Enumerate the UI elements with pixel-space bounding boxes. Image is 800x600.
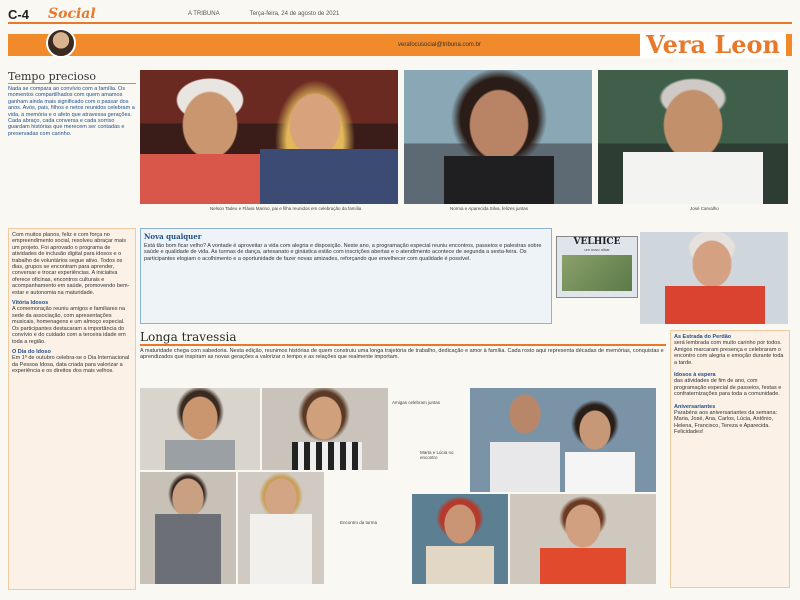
right-column-title-2: Idosos à espera bbox=[674, 372, 716, 379]
left-column-body: Com muitos planos, feliz e com força no empreendimento social, resolveu abraçar mais um projeto. Foi aprovado o programa de atividades de inclusão digital para idosos e o trabalho de voluntários segue ativo. Todos os dias, grupos se encontram para aprender, conversar e trocar experiências. A iniciativa oferece oficinas, encontros culturais e acompanhamento em saúde, promovendo bem-estar e autonomia na maturidade. bbox=[12, 232, 130, 296]
box-article-body: Está tão bom ficar velho? A vontade é aproveitar a vida com alegria e disposição. Neste ano, a programação especial reuniu encontros, passeios e palestras sobre saúde e qualidade de vida. As turmas de dança, artesanato e ginástica estão com inscrições abertas e o atendimento acontece de segunda a sexta-feira. Os participantes elogiam o acolhimento e a oportunidade de fazer novas amizades, reforçando que envelhecer com qualidade é possível. bbox=[144, 243, 542, 262]
longa-title: Longa travessia bbox=[140, 330, 666, 346]
photo-grid-7 bbox=[510, 494, 656, 584]
photo-elderly-woman-red bbox=[640, 232, 788, 324]
photo-father-daughter bbox=[140, 70, 398, 204]
issue-date: Terça-feira, 24 de agosto de 2021 bbox=[249, 11, 340, 17]
top-story-body: Nada se compara ao convívio com a família. Os momentos compartilhados com quem amamos ganham ainda mais significado com o passar dos anos. Avós, pais, filhos e netos reunidos celebram a vida, a memória e o afeto que atravessa gerações. Cada abraço, cada conversa e cada sorriso guardam histórias que merecem ser contadas e preservadas com carinho. bbox=[8, 86, 135, 137]
longa-body: A maturidade chega com sabedoria. Nesta edição, reunimos histórias de quem construiu uma longa trajetória de trabalho, dedicação e amor à família. Cada rosto aqui representa décadas de memórias, conquistas e aprendizados que inspiram as novas gerações a valorizar o tempo e as relações que realmente importam. bbox=[140, 348, 664, 361]
box-article bbox=[140, 228, 552, 324]
right-column-title-1: As Estrada do Perdão bbox=[674, 334, 732, 340]
book-cover-art bbox=[562, 255, 632, 291]
page-number: C-4 bbox=[8, 6, 29, 22]
section-name: Social bbox=[48, 6, 96, 22]
caption-2: Norma e Aparecida Silva, felizes juntas bbox=[450, 206, 529, 211]
right-column-body-3: Parabéns aos aniversariantes da semana: Maria, José, Ana, Carlos, Lúcia, Antônio, Helena, Francisco, Tereza e Aparecida. Felicidades! bbox=[674, 410, 778, 436]
box-article-title: Nova qualquer bbox=[144, 232, 202, 241]
grid-caption-3: Encontro da turma bbox=[340, 520, 378, 525]
top-story-kicker: Tempo precioso bbox=[8, 70, 136, 84]
left-column-title-2: Vitória Idosos bbox=[12, 300, 49, 307]
photo-grid-6 bbox=[412, 494, 508, 584]
left-column-body-3: Em 1º de outubro celebra-se o Dia Internacional da Pessoa Idosa, data criada para valorizar a experiência e os direitos dos mais velhos. bbox=[12, 355, 130, 375]
left-column-body-2: A comemoração reuniu amigos e familiares na sede da associação, com apresentações musicais, homenagens e um almoço especial. Os participantes destacaram a importância do convívio e do cuidado com a terceira idade em toda a região. bbox=[12, 306, 126, 345]
photo-grid-5 bbox=[238, 472, 324, 584]
column-header bbox=[8, 28, 792, 68]
photo-man-white-shirt bbox=[598, 70, 788, 204]
caption-1: Nelson Tadeu e Flávia Marino, pai e filha reunidos em celebração da família bbox=[210, 206, 362, 211]
columnist-avatar bbox=[46, 28, 76, 58]
left-column-title-3: O Dia do Idoso bbox=[12, 348, 51, 355]
right-column-title-3: Aniversariantes bbox=[674, 403, 716, 410]
columnist-email: verafocusocial@tribuna.com.br bbox=[398, 42, 481, 48]
left-column bbox=[8, 228, 136, 590]
photo-grid-2 bbox=[262, 388, 388, 470]
longa-section bbox=[140, 330, 666, 361]
photo-woman-glasses bbox=[404, 70, 592, 204]
grid-caption-1: Amigas celebram juntas bbox=[392, 400, 441, 405]
top-story-text bbox=[8, 70, 136, 220]
columnist-name: Vera Leon bbox=[640, 32, 786, 58]
book-title: VELHICE bbox=[573, 237, 621, 247]
folio-meta bbox=[128, 11, 792, 17]
right-column-body-2: das atividades de fim de ano, com programação especial de passeios, festas e confraternizações para toda a comunidade. bbox=[674, 378, 782, 398]
right-column-body-1: será lembrada com muito carinho por todos. Amigos marcaram presença e celebraram o encontro com alegria e emoção durante toda a tarde. bbox=[674, 340, 784, 366]
photo-grid-3 bbox=[470, 388, 656, 492]
photo-grid-1 bbox=[140, 388, 260, 470]
right-column bbox=[670, 330, 790, 588]
photo-grid-4 bbox=[140, 472, 236, 584]
grid-caption-2: Marta e Lúcia no encontro bbox=[420, 450, 454, 460]
book-subtitle: um novo olhar bbox=[584, 247, 610, 252]
book-cover-velhice bbox=[556, 236, 638, 298]
paper-name: A TRIBUNA bbox=[188, 11, 220, 17]
folio-bar bbox=[8, 6, 792, 24]
caption-3: José Carvalho bbox=[690, 206, 719, 211]
